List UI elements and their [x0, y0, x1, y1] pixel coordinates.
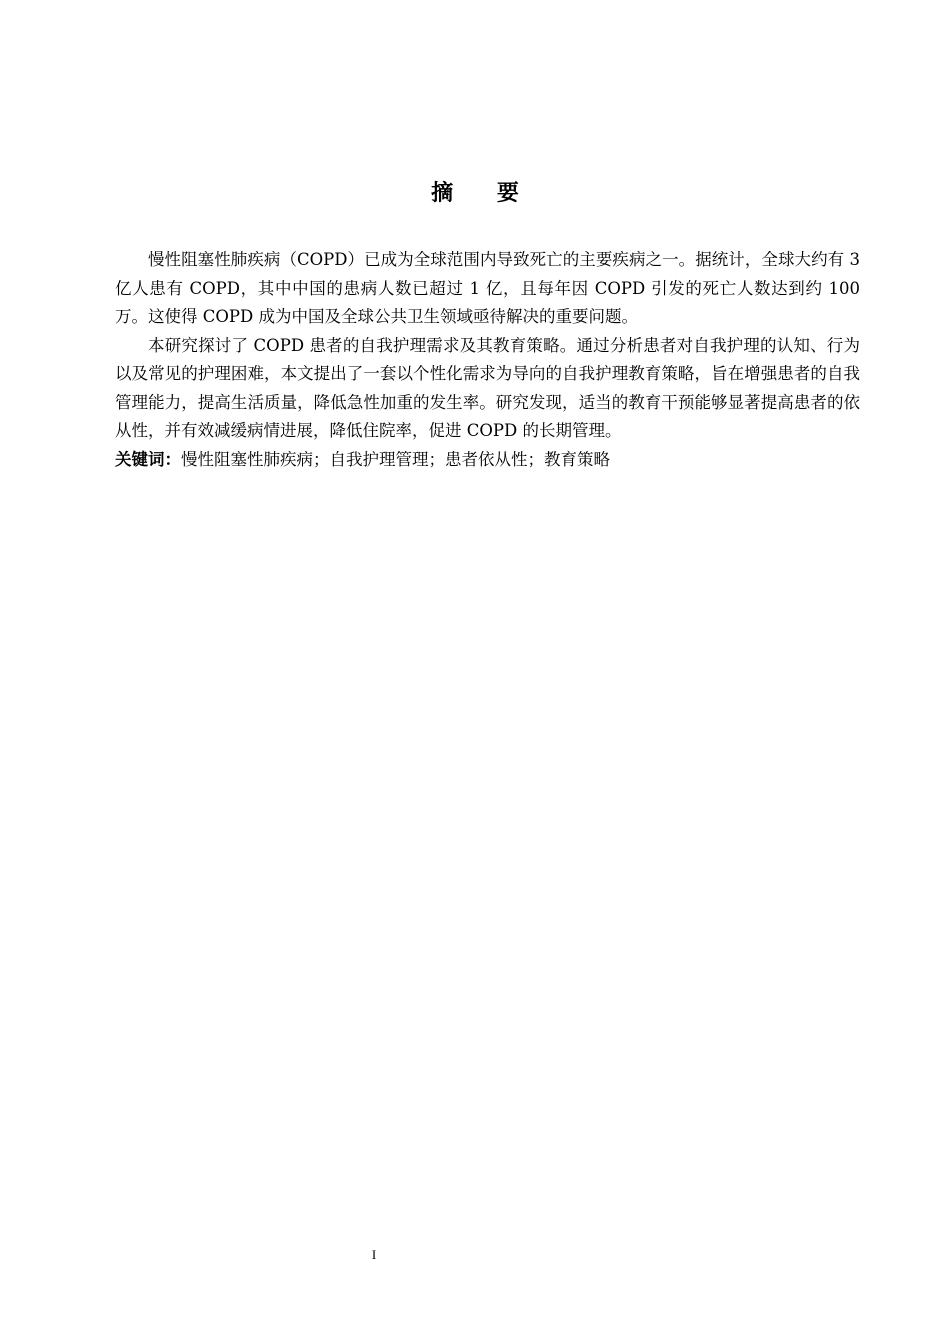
abstract-body	[115, 246, 860, 474]
abstract-title: 摘 要	[431, 181, 537, 206]
abstract-paragraph-2: 本研究探讨了 COPD 患者的自我护理需求及其教育策略。通过分析患者对自我护理的认知、行为以及常见的护理困难，本文提出了一套以个性化需求为导向的自我护理教育策略，旨在增强患者的自我管理能力，提高生活质量，降低急性加重的发生率。研究发现，适当的教育干预能够显著提高患者的依从性，并有效减缓病情进展，降低住院率，促进 COPD 的长期管理。	[115, 335, 860, 440]
abstract-paragraph-1: 慢性阻塞性肺疾病（COPD）已成为全球范围内导致死亡的主要疾病之一。据统计，全球大约有 3 亿人患有 COPD，其中中国的患病人数已超过 1 亿，且每年因 COPD 引发的死亡人数达到约 100 万。这使得 COPD 成为中国及全球公共卫生领域亟待解决的重要问题。	[115, 250, 860, 326]
keywords-line	[115, 446, 860, 475]
keywords-text: 慢性阻塞性肺疾病；自我护理管理；患者依从性；教育策略	[181, 449, 610, 469]
keywords-label: 关键词：	[115, 449, 181, 469]
page-number: I	[371, 1247, 377, 1262]
